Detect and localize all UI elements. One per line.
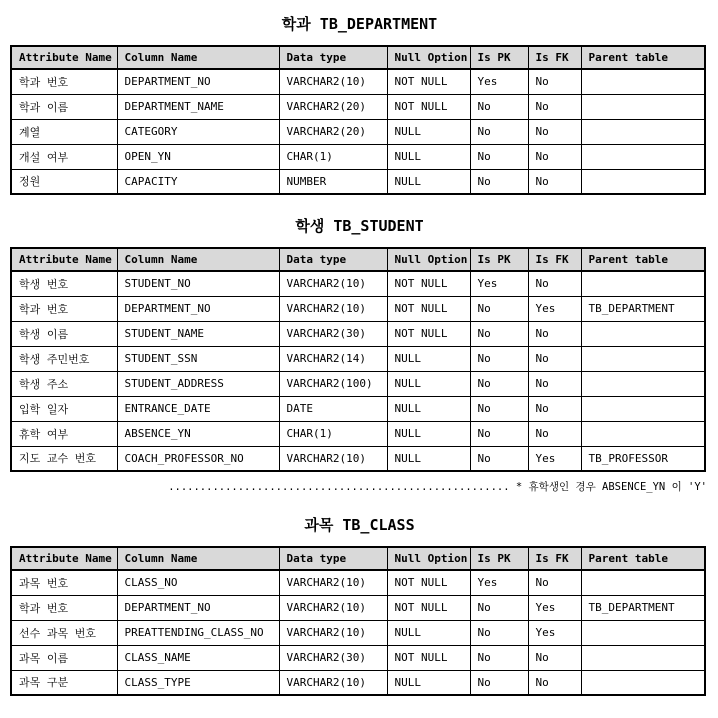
table-cell: CLASS_TYPE: [117, 670, 279, 695]
table-cell: Yes: [528, 595, 581, 620]
table-cell: VARCHAR2(10): [279, 570, 387, 595]
table-cell: [581, 371, 705, 396]
table-cell: VARCHAR2(20): [279, 94, 387, 119]
table-title-student: 학생 TB_STUDENT: [295, 217, 424, 235]
table-cell: VARCHAR2(20): [279, 119, 387, 144]
column-header-data-type: Data type: [279, 248, 387, 271]
table-cell: NOT NULL: [387, 595, 470, 620]
table-cell: [581, 346, 705, 371]
table-cell: No: [470, 645, 528, 670]
column-header-attribute-name: Attribute Name: [11, 547, 117, 570]
table-cell: CLASS_NAME: [117, 645, 279, 670]
table-cell: VARCHAR2(10): [279, 446, 387, 471]
table-cell: NULL: [387, 396, 470, 421]
column-header-attribute-name: Attribute Name: [11, 248, 117, 271]
table-cell: STUDENT_NO: [117, 271, 279, 296]
table-row: [11, 595, 705, 620]
table-row: [11, 371, 705, 396]
table-cell: TB_DEPARTMENT: [581, 296, 705, 321]
table-cell: NOT NULL: [387, 296, 470, 321]
column-header-parent-table: Parent table: [581, 248, 705, 271]
table-cell: DEPARTMENT_NO: [117, 595, 279, 620]
table-cell: PREATTENDING_CLASS_NO: [117, 620, 279, 645]
table-cell: No: [528, 144, 581, 169]
table-cell: NULL: [387, 620, 470, 645]
table-cell: No: [470, 169, 528, 194]
table-cell: CHAR(1): [279, 421, 387, 446]
column-header-is-fk: Is FK: [528, 248, 581, 271]
table-body: [11, 69, 705, 194]
table-title-class: 과목 TB_CLASS: [304, 516, 415, 534]
table-cell: DEPARTMENT_NAME: [117, 94, 279, 119]
table-row: [11, 446, 705, 471]
table-row: [11, 321, 705, 346]
table-cell: 정원: [11, 169, 117, 194]
table-cell: VARCHAR2(10): [279, 271, 387, 296]
table-cell: [581, 670, 705, 695]
column-header-parent-table: Parent table: [581, 46, 705, 69]
table-cell: 학과 이름: [11, 94, 117, 119]
table-row: [11, 396, 705, 421]
table-cell: VARCHAR2(30): [279, 321, 387, 346]
header-row: [11, 46, 705, 69]
table-cell: No: [528, 346, 581, 371]
table-cell: 학생 이름: [11, 321, 117, 346]
column-header-is-pk: Is PK: [470, 46, 528, 69]
table-row: [11, 421, 705, 446]
column-header-column-name: Column Name: [117, 46, 279, 69]
table-cell: VARCHAR2(10): [279, 296, 387, 321]
table-cell: [581, 169, 705, 194]
table-cell: NULL: [387, 670, 470, 695]
table-cell: NULL: [387, 371, 470, 396]
table-row: [11, 346, 705, 371]
table-cell: [581, 119, 705, 144]
table-cell: No: [528, 670, 581, 695]
table-body: [11, 570, 705, 695]
table-row: [11, 271, 705, 296]
table-cell: No: [528, 645, 581, 670]
table-cell: 학생 주소: [11, 371, 117, 396]
table-cell: CATEGORY: [117, 119, 279, 144]
table-cell: NULL: [387, 346, 470, 371]
column-header-parent-table: Parent table: [581, 547, 705, 570]
table-cell: 과목 번호: [11, 570, 117, 595]
table-cell: NOT NULL: [387, 645, 470, 670]
table-cell: NULL: [387, 446, 470, 471]
table-cell: ENTRANCE_DATE: [117, 396, 279, 421]
table-cell: Yes: [528, 296, 581, 321]
table-cell: No: [528, 371, 581, 396]
schema-table-department: [10, 45, 706, 195]
table-cell: No: [528, 421, 581, 446]
table-cell: No: [470, 670, 528, 695]
table-cell: STUDENT_SSN: [117, 346, 279, 371]
column-header-column-name: Column Name: [117, 248, 279, 271]
table-cell: No: [470, 296, 528, 321]
table-cell: 입학 일자: [11, 396, 117, 421]
table-cell: No: [528, 69, 581, 94]
table-cell: NOT NULL: [387, 94, 470, 119]
table-row: [11, 119, 705, 144]
table-cell: NOT NULL: [387, 69, 470, 94]
table-cell: 계열: [11, 119, 117, 144]
table-cell: 개설 여부: [11, 144, 117, 169]
table-header: [11, 46, 705, 69]
table-cell: No: [528, 570, 581, 595]
section-student: [10, 215, 709, 494]
column-header-attribute-name: Attribute Name: [11, 46, 117, 69]
absence-note: ...................................................... * 휴학생인 경우 ABSENCE_YN 이 'Y': [168, 481, 707, 493]
table-row: [11, 296, 705, 321]
table-cell: NULL: [387, 169, 470, 194]
table-cell: NULL: [387, 119, 470, 144]
table-cell: [581, 570, 705, 595]
table-cell: No: [470, 421, 528, 446]
table-cell: TB_DEPARTMENT: [581, 595, 705, 620]
table-body: [11, 271, 705, 471]
header-row: [11, 248, 705, 271]
table-cell: DEPARTMENT_NO: [117, 69, 279, 94]
table-row: [11, 670, 705, 695]
table-cell: VARCHAR2(10): [279, 670, 387, 695]
table-cell: 과목 구분: [11, 670, 117, 695]
schema-table-class: [10, 546, 706, 696]
table-row: [11, 620, 705, 645]
table-cell: Yes: [470, 570, 528, 595]
table-cell: [581, 645, 705, 670]
table-cell: VARCHAR2(10): [279, 69, 387, 94]
column-header-null-option: Null Option: [387, 547, 470, 570]
table-cell: NUMBER: [279, 169, 387, 194]
table-cell: [581, 271, 705, 296]
table-row: [11, 570, 705, 595]
table-cell: No: [470, 595, 528, 620]
header-row: [11, 547, 705, 570]
table-header: [11, 248, 705, 271]
table-row: [11, 144, 705, 169]
table-cell: [581, 421, 705, 446]
table-cell: No: [470, 144, 528, 169]
table-cell: No: [470, 371, 528, 396]
table-cell: No: [470, 94, 528, 119]
table-cell: COACH_PROFESSOR_NO: [117, 446, 279, 471]
column-header-is-pk: Is PK: [470, 248, 528, 271]
table-cell: Yes: [470, 271, 528, 296]
table-cell: NOT NULL: [387, 570, 470, 595]
table-cell: OPEN_YN: [117, 144, 279, 169]
table-cell: 선수 과목 번호: [11, 620, 117, 645]
table-cell: No: [528, 321, 581, 346]
table-cell: No: [470, 446, 528, 471]
table-cell: No: [528, 94, 581, 119]
column-header-is-fk: Is FK: [528, 547, 581, 570]
table-cell: CLASS_NO: [117, 570, 279, 595]
table-cell: No: [528, 396, 581, 421]
table-cell: NOT NULL: [387, 321, 470, 346]
table-cell: Yes: [528, 620, 581, 645]
table-cell: ABSENCE_YN: [117, 421, 279, 446]
table-cell: [581, 94, 705, 119]
table-cell: 학과 번호: [11, 69, 117, 94]
table-cell: VARCHAR2(30): [279, 645, 387, 670]
table-cell: [581, 620, 705, 645]
table-cell: 학생 번호: [11, 271, 117, 296]
table-cell: No: [470, 346, 528, 371]
table-cell: [581, 396, 705, 421]
column-header-data-type: Data type: [279, 46, 387, 69]
table-row: [11, 169, 705, 194]
table-cell: VARCHAR2(10): [279, 620, 387, 645]
table-cell: 학과 번호: [11, 296, 117, 321]
section-class: [10, 514, 709, 696]
table-cell: Yes: [528, 446, 581, 471]
column-header-is-fk: Is FK: [528, 46, 581, 69]
table-cell: STUDENT_ADDRESS: [117, 371, 279, 396]
schema-table-student: [10, 247, 706, 472]
column-header-null-option: Null Option: [387, 248, 470, 271]
table-cell: CHAR(1): [279, 144, 387, 169]
column-header-column-name: Column Name: [117, 547, 279, 570]
table-cell: TB_PROFESSOR: [581, 446, 705, 471]
table-cell: 학과 번호: [11, 595, 117, 620]
table-cell: Yes: [470, 69, 528, 94]
table-row: [11, 69, 705, 94]
table-cell: DEPARTMENT_NO: [117, 296, 279, 321]
table-cell: VARCHAR2(100): [279, 371, 387, 396]
table-header: [11, 547, 705, 570]
table-cell: [581, 144, 705, 169]
table-cell: NULL: [387, 144, 470, 169]
table-cell: 지도 교수 번호: [11, 446, 117, 471]
table-cell: [581, 69, 705, 94]
table-cell: No: [528, 119, 581, 144]
table-cell: 과목 이름: [11, 645, 117, 670]
table-row: [11, 645, 705, 670]
table-cell: NOT NULL: [387, 271, 470, 296]
table-cell: DATE: [279, 396, 387, 421]
table-cell: 학생 주민번호: [11, 346, 117, 371]
column-header-null-option: Null Option: [387, 46, 470, 69]
table-cell: 휴학 여부: [11, 421, 117, 446]
table-cell: No: [470, 620, 528, 645]
table-cell: CAPACITY: [117, 169, 279, 194]
table-cell: No: [470, 321, 528, 346]
table-cell: [581, 321, 705, 346]
table-cell: No: [470, 119, 528, 144]
table-cell: No: [528, 271, 581, 296]
column-header-data-type: Data type: [279, 547, 387, 570]
table-cell: STUDENT_NAME: [117, 321, 279, 346]
table-row: [11, 94, 705, 119]
table-title-department: 학과 TB_DEPARTMENT: [281, 15, 438, 33]
section-department: [10, 13, 709, 195]
table-cell: No: [528, 169, 581, 194]
table-cell: VARCHAR2(10): [279, 595, 387, 620]
column-header-is-pk: Is PK: [470, 547, 528, 570]
table-cell: NULL: [387, 421, 470, 446]
table-cell: No: [470, 396, 528, 421]
table-cell: VARCHAR2(14): [279, 346, 387, 371]
